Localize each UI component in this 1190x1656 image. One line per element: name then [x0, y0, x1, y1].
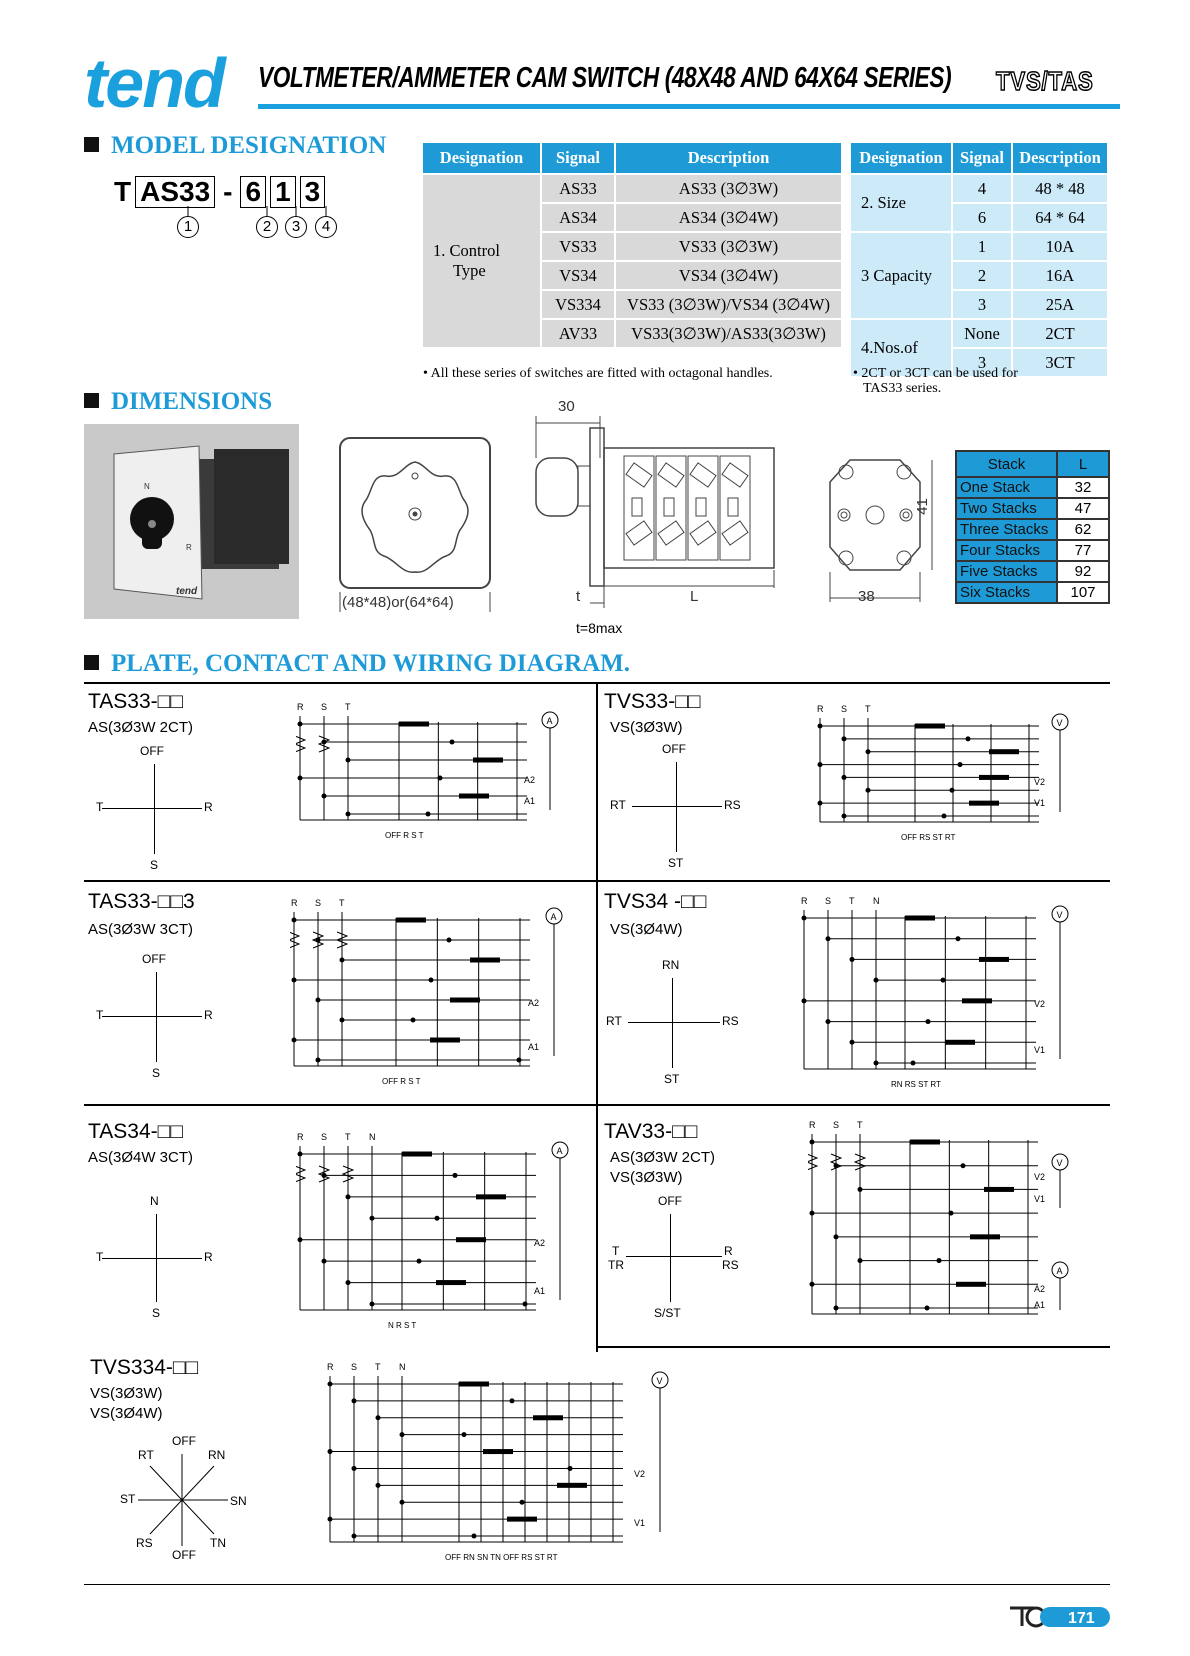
square-bullet-icon: [84, 655, 99, 670]
diagram-label: R: [327, 1362, 334, 1372]
dim-L: L: [690, 588, 699, 605]
contact-bar: [970, 1234, 1000, 1239]
junction-dot: [810, 1282, 815, 1287]
diagram-label: A1: [1034, 1300, 1046, 1310]
contact-bar: [915, 724, 945, 729]
junction-dot: [292, 1038, 297, 1043]
table-row: VS334 VS33 (3∅3W)/VS34 (3∅4W): [422, 290, 842, 319]
diagram-label: RN RS ST RT: [891, 1080, 941, 1089]
diagram-label: T: [345, 1132, 351, 1142]
switch-photo: [84, 424, 299, 619]
junction-dot: [937, 1258, 942, 1263]
table-row: 2. Size 4 48 * 48: [850, 174, 1108, 203]
blank-box-icon: □□: [672, 1120, 698, 1143]
position-cross-tvs33: OFF RT RS ST: [610, 742, 741, 870]
page-number-badge: [1008, 1604, 1118, 1630]
table-row: VS33 VS33 (3∅3W): [422, 232, 842, 261]
junction-dot: [462, 1432, 467, 1437]
diagram-label: R: [809, 1120, 816, 1130]
diagram-label: V1: [634, 1518, 646, 1528]
back-view-drawing: [820, 452, 940, 612]
code-capacity: 1: [270, 176, 296, 208]
diagram-label: N: [369, 1132, 376, 1142]
control-type-cell: 1. Control Type: [422, 174, 541, 348]
junction-dot: [376, 1483, 381, 1488]
diagram-label: V1: [1034, 1045, 1046, 1055]
junction-dot: [346, 812, 351, 817]
junction-dot: [802, 998, 807, 1003]
dim-30: 30: [558, 398, 575, 415]
diagram-label: R: [291, 898, 298, 908]
section-dimensions: DIMENSIONS: [84, 388, 272, 416]
diagram-label: OFF RN SN TN OFF RS ST RT: [445, 1553, 558, 1562]
meter-label: V: [1056, 910, 1063, 920]
table-row: 2 16A: [850, 261, 1108, 290]
front-view-drawing: [336, 434, 496, 614]
dim-tmax: t=8max: [576, 620, 623, 636]
junction-dot: [826, 1019, 831, 1024]
size-capacity-table: Designation Signal Description 2. Size 4 48 * 48 6 64 * 64 3 Capacity 1 10A 2 16A 3 25A 4.Nos.of None 2CT 3 3CT: [849, 141, 1109, 378]
square-bullet-icon: [84, 137, 99, 152]
dim-t: t: [576, 588, 581, 605]
meter-label: A: [546, 716, 553, 726]
model-code: [114, 176, 325, 208]
diagram-label: S: [833, 1120, 840, 1130]
code-size: 6: [240, 176, 266, 208]
panel-title-tav33: TAV33-□□: [604, 1120, 698, 1143]
contact-bar: [557, 1483, 587, 1488]
section-model-designation: MODEL DESIGNATION: [84, 132, 386, 160]
diagram-label: S: [351, 1362, 358, 1372]
contact-bar: [459, 794, 489, 799]
code-dash: -: [223, 176, 233, 207]
stack-length-table: [955, 450, 1110, 604]
marker-2: 2: [256, 216, 278, 238]
junction-dot: [417, 1259, 422, 1264]
junction-dot: [523, 1302, 528, 1307]
junction-dot: [925, 1306, 930, 1311]
diagram-label: T: [865, 704, 871, 714]
col-stack: Stack: [956, 451, 1057, 477]
table-row: VS34 VS34 (3∅4W): [422, 261, 842, 290]
contact-bar: [436, 1280, 466, 1285]
junction-dot: [568, 1466, 573, 1471]
schematic-tvs334: [326, 1360, 676, 1572]
control-type-table: [421, 141, 843, 349]
junction-dot: [802, 916, 807, 921]
junction-dot: [400, 1432, 405, 1437]
diagram-label: A1: [528, 1042, 540, 1052]
panel-sub-tvs334-1: VS(3Ø3W): [90, 1385, 163, 1402]
junction-dot: [346, 1280, 351, 1285]
panel-sub-tvs334-2: VS(3Ø4W): [90, 1405, 163, 1422]
side-view-drawing: [528, 398, 798, 628]
junction-dot: [834, 1234, 839, 1239]
contact-bar: [396, 918, 426, 923]
junction-dot: [346, 758, 351, 763]
meter-label: A: [556, 1146, 563, 1156]
diagram-label: A1: [524, 796, 536, 806]
junction-dot: [826, 936, 831, 941]
position-star-tvs334: OFF RT RN ST SN RS TN OFF: [120, 1434, 247, 1562]
junction-dot: [842, 736, 847, 741]
junction-dot: [911, 1061, 916, 1066]
table-row: Six Stacks 107: [956, 582, 1109, 603]
junction-dot: [850, 1040, 855, 1045]
svg-text:R: R: [186, 543, 192, 552]
diagram-label: S: [841, 704, 848, 714]
junction-dot: [842, 814, 847, 819]
junction-dot: [352, 1398, 357, 1403]
col-description: Description: [615, 142, 842, 174]
diagram-label: T: [857, 1120, 863, 1130]
junction-dot: [926, 1019, 931, 1024]
contact-bar: [430, 1038, 460, 1043]
position-cross-tas333: OFF T R S: [96, 952, 213, 1080]
junction-dot: [958, 762, 963, 767]
contact-bar: [476, 1194, 506, 1199]
junction-dot: [400, 1500, 405, 1505]
position-cross-tas34: N T R S: [96, 1194, 213, 1320]
table-row: 1. Control Type AS33 AS33 (3∅3W): [422, 174, 842, 203]
junction-dot: [818, 762, 823, 767]
panel-sub-tas34: AS(3Ø4W 3CT): [88, 1149, 194, 1166]
diagram-label: OFF R S T: [385, 831, 424, 840]
series-label: TVS/TAS: [996, 66, 1094, 96]
contact-bar: [910, 1140, 940, 1145]
panel-sub-tvs33: VS(3Ø3W): [610, 719, 683, 736]
junction-dot: [941, 978, 946, 983]
table-row: 3 3CT: [850, 348, 1108, 377]
table1-note: • All these series of switches are fitted with octagonal handles.: [423, 366, 773, 381]
junction-dot: [472, 1534, 477, 1539]
panel-sub-tav33-2: VS(3Ø3W): [610, 1169, 683, 1186]
diagram-label: V1: [1034, 798, 1046, 808]
junction-dot: [510, 1398, 515, 1403]
meter-label: A: [1056, 1266, 1063, 1276]
junction-dot: [818, 724, 823, 729]
junction-dot: [956, 936, 961, 941]
junction-dot: [942, 814, 947, 819]
diagram-label: R: [297, 702, 304, 712]
meter-label: V: [1056, 718, 1063, 728]
panel-title-tas333: TAS33-□□3: [88, 890, 195, 913]
position-cross-tav33: OFF T TR R RS S/ST: [608, 1194, 739, 1320]
diagram-label: R: [801, 896, 808, 906]
table-row: 3 25A: [850, 290, 1108, 319]
junction-dot: [292, 978, 297, 983]
diagram-label: N: [873, 896, 880, 906]
junction-dot: [322, 740, 327, 745]
junction-dot: [818, 801, 823, 806]
diagram-label: V2: [634, 1469, 646, 1479]
table-row: 3 Capacity 1 10A: [850, 232, 1108, 261]
panel-title-tvs33: TVS33-□□: [604, 690, 701, 713]
table-row: Four Stacks 77: [956, 540, 1109, 561]
junction-dot: [340, 1018, 345, 1023]
diagram-label: S: [315, 898, 322, 908]
junction-dot: [435, 1216, 440, 1221]
schematic-tav33: [808, 1118, 1076, 1344]
junction-dot: [328, 1449, 333, 1454]
svg-text:tend: tend: [176, 586, 198, 597]
code-type: AS33: [135, 176, 215, 208]
junction-dot: [858, 1258, 863, 1263]
diagram-label: R: [297, 1132, 304, 1142]
contact-bar: [470, 958, 500, 963]
panel-sub-tvs34: VS(3Ø4W): [610, 921, 683, 938]
diagram-label: A1: [534, 1286, 546, 1296]
junction-dot: [834, 1163, 839, 1168]
svg-text:N: N: [144, 482, 150, 491]
junction-dot: [950, 788, 955, 793]
position-cross-tvs34: RN RT RS ST: [606, 958, 739, 1086]
panel-title-tvs34: TVS34 -□□: [604, 890, 707, 913]
junction-dot: [866, 788, 871, 793]
diagram-label: A2: [534, 1238, 546, 1248]
blank-box-icon: □□: [157, 1120, 184, 1143]
panel-divider: [596, 682, 598, 1352]
junction-dot: [429, 978, 434, 983]
contact-bar: [956, 1282, 986, 1287]
junction-dot: [346, 1194, 351, 1199]
table-row: Two Stacks 47: [956, 498, 1109, 519]
junction-dot: [316, 998, 321, 1003]
junction-dot: [447, 938, 452, 943]
position-cross-tas33: OFF T R S: [96, 744, 213, 872]
dim-38: 38: [858, 588, 875, 605]
table-row: 6 64 * 64: [850, 203, 1108, 232]
diagram-label: R: [817, 704, 824, 714]
junction-dot: [966, 736, 971, 741]
junction-dot: [453, 1173, 458, 1178]
panel-title-tas33: TAS33-□□: [88, 690, 184, 713]
contact-bar: [984, 1187, 1014, 1192]
panel-title-tvs334: TVS334-□□: [90, 1356, 199, 1379]
junction-dot: [411, 1018, 416, 1023]
blank-box-icon: □□: [172, 1356, 199, 1379]
junction-dot: [810, 1211, 815, 1216]
panel-sub-tas33: AS(3Ø3W 2CT): [88, 719, 194, 736]
diagram-label: S: [321, 1132, 328, 1142]
junction-dot: [328, 1382, 333, 1387]
table-row: Five Stacks 92: [956, 561, 1109, 582]
dim-41: 41: [913, 498, 931, 515]
diagram-label: S: [825, 896, 832, 906]
junction-dot: [370, 1216, 375, 1221]
contact-bar: [969, 801, 999, 806]
contact-bar: [533, 1415, 563, 1420]
diagram-label: A2: [528, 998, 540, 1008]
contact-bar: [989, 749, 1019, 754]
panel-divider: [596, 1346, 1110, 1348]
contact-bar: [450, 998, 480, 1003]
contact-bar: [459, 1382, 489, 1387]
diagram-label: V1: [1034, 1194, 1046, 1204]
junction-dot: [949, 1211, 954, 1216]
diagram-label: N: [399, 1362, 406, 1372]
junction-dot: [834, 1306, 839, 1311]
junction-dot: [298, 1152, 303, 1157]
junction-dot: [298, 776, 303, 781]
junction-dot: [810, 1140, 815, 1145]
marker-4: 4: [315, 216, 337, 238]
code-marker-lines: [110, 206, 350, 246]
junction-dot: [517, 1058, 522, 1063]
junction-dot: [340, 958, 345, 963]
junction-dot: [322, 1173, 327, 1178]
diagram-label: OFF R S T: [382, 1077, 421, 1086]
contact-bar: [483, 1449, 513, 1454]
contact-bar: [399, 722, 429, 727]
diagram-label: T: [375, 1362, 381, 1372]
panel-sub-tav33-1: AS(3Ø3W 2CT): [610, 1149, 716, 1166]
panel-divider: [84, 1104, 1110, 1106]
junction-dot: [520, 1500, 525, 1505]
meter-label: A: [550, 912, 557, 922]
table2-note-2: TAS33 series.: [863, 381, 942, 396]
junction-dot: [298, 722, 303, 727]
diagram-label: N R S T: [388, 1321, 417, 1330]
junction-dot: [450, 740, 455, 745]
square-bullet-icon: [84, 393, 99, 408]
contact-bar: [473, 758, 503, 763]
col-signal: Signal: [541, 142, 615, 174]
tend-logo: tend: [84, 44, 224, 122]
contact-bar: [905, 916, 935, 921]
contact-bar: [507, 1517, 537, 1522]
page-number: 171: [1068, 1610, 1095, 1627]
table2-note-1: • 2CT or 3CT can be used for: [853, 366, 1018, 381]
col-designation: Designation: [422, 142, 541, 174]
junction-dot: [322, 794, 327, 799]
footer-rule: [84, 1584, 1110, 1585]
table-row: One Stack 32: [956, 477, 1109, 498]
schematic-tas33: [296, 700, 566, 850]
contact-bar: [979, 957, 1009, 962]
junction-dot: [874, 1061, 879, 1066]
section-wiring: PLATE, CONTACT AND WIRING DIAGRAM.: [84, 650, 630, 678]
junction-dot: [352, 1466, 357, 1471]
junction-dot: [298, 1237, 303, 1242]
marker-1: 1: [177, 216, 199, 238]
diagram-label: V2: [1034, 999, 1046, 1009]
contact-bar: [945, 1040, 975, 1045]
table-row: AV33 VS33(3∅3W)/AS33(3∅3W): [422, 319, 842, 348]
junction-dot: [426, 812, 431, 817]
front-dim-label: (48*48)or(64*64): [342, 594, 454, 611]
junction-dot: [961, 1163, 966, 1168]
junction-dot: [842, 775, 847, 780]
junction-dot: [328, 1517, 333, 1522]
junction-dot: [866, 749, 871, 754]
diagram-label: A2: [1034, 1284, 1046, 1294]
panel-sub-tas333: AS(3Ø3W 3CT): [88, 921, 194, 938]
diagram-label: T: [849, 896, 855, 906]
junction-dot: [376, 1415, 381, 1420]
meter-label: V: [1056, 1158, 1063, 1168]
junction-dot: [850, 957, 855, 962]
junction-dot: [322, 1259, 327, 1264]
blank-box-icon: □□: [681, 890, 707, 913]
blank-box-icon: □□: [157, 890, 184, 913]
table-row: Three Stacks 62: [956, 519, 1109, 540]
junction-dot: [292, 918, 297, 923]
code-ct: 3: [300, 176, 326, 208]
col-L: L: [1057, 451, 1109, 477]
junction-dot: [316, 938, 321, 943]
meter-label: V: [656, 1376, 663, 1386]
contact-bar: [402, 1152, 432, 1157]
junction-dot: [858, 1187, 863, 1192]
panel-divider: [84, 880, 1110, 882]
page-title: VOLTMETER/AMMETER CAM SWITCH (48X48 AND 64X64 SERIES): [258, 62, 952, 94]
diagram-label: A2: [524, 775, 536, 785]
junction-dot: [316, 1058, 321, 1063]
diagram-label: V2: [1034, 1172, 1046, 1182]
title-underline: [258, 104, 1120, 109]
diagram-label: OFF RS ST RT: [901, 833, 956, 842]
table-row: AS34 AS34 (3∅4W): [422, 203, 842, 232]
contact-bar: [979, 775, 1009, 780]
contact-bar: [456, 1237, 486, 1242]
diagram-label: T: [339, 898, 345, 908]
diagram-label: T: [345, 702, 351, 712]
schematic-tas34: [296, 1130, 576, 1340]
junction-dot: [874, 978, 879, 983]
schematic-tvs34: [800, 894, 1076, 1099]
marker-3: 3: [285, 216, 307, 238]
panel-title-tas34: TAS34-□□: [88, 1120, 184, 1143]
diagram-label: S: [321, 702, 328, 712]
junction-dot: [352, 1534, 357, 1539]
schematic-tvs33: [816, 702, 1076, 852]
schematic-tas333: [290, 896, 570, 1096]
blank-box-icon: □□: [157, 690, 184, 713]
diagram-label: V2: [1034, 777, 1046, 787]
blank-box-icon: □□: [675, 690, 701, 713]
junction-dot: [370, 1302, 375, 1307]
table-row: 4.Nos.of None 2CT: [850, 319, 1108, 348]
code-prefix: T: [114, 176, 132, 207]
contact-bar: [962, 998, 992, 1003]
junction-dot: [438, 776, 443, 781]
